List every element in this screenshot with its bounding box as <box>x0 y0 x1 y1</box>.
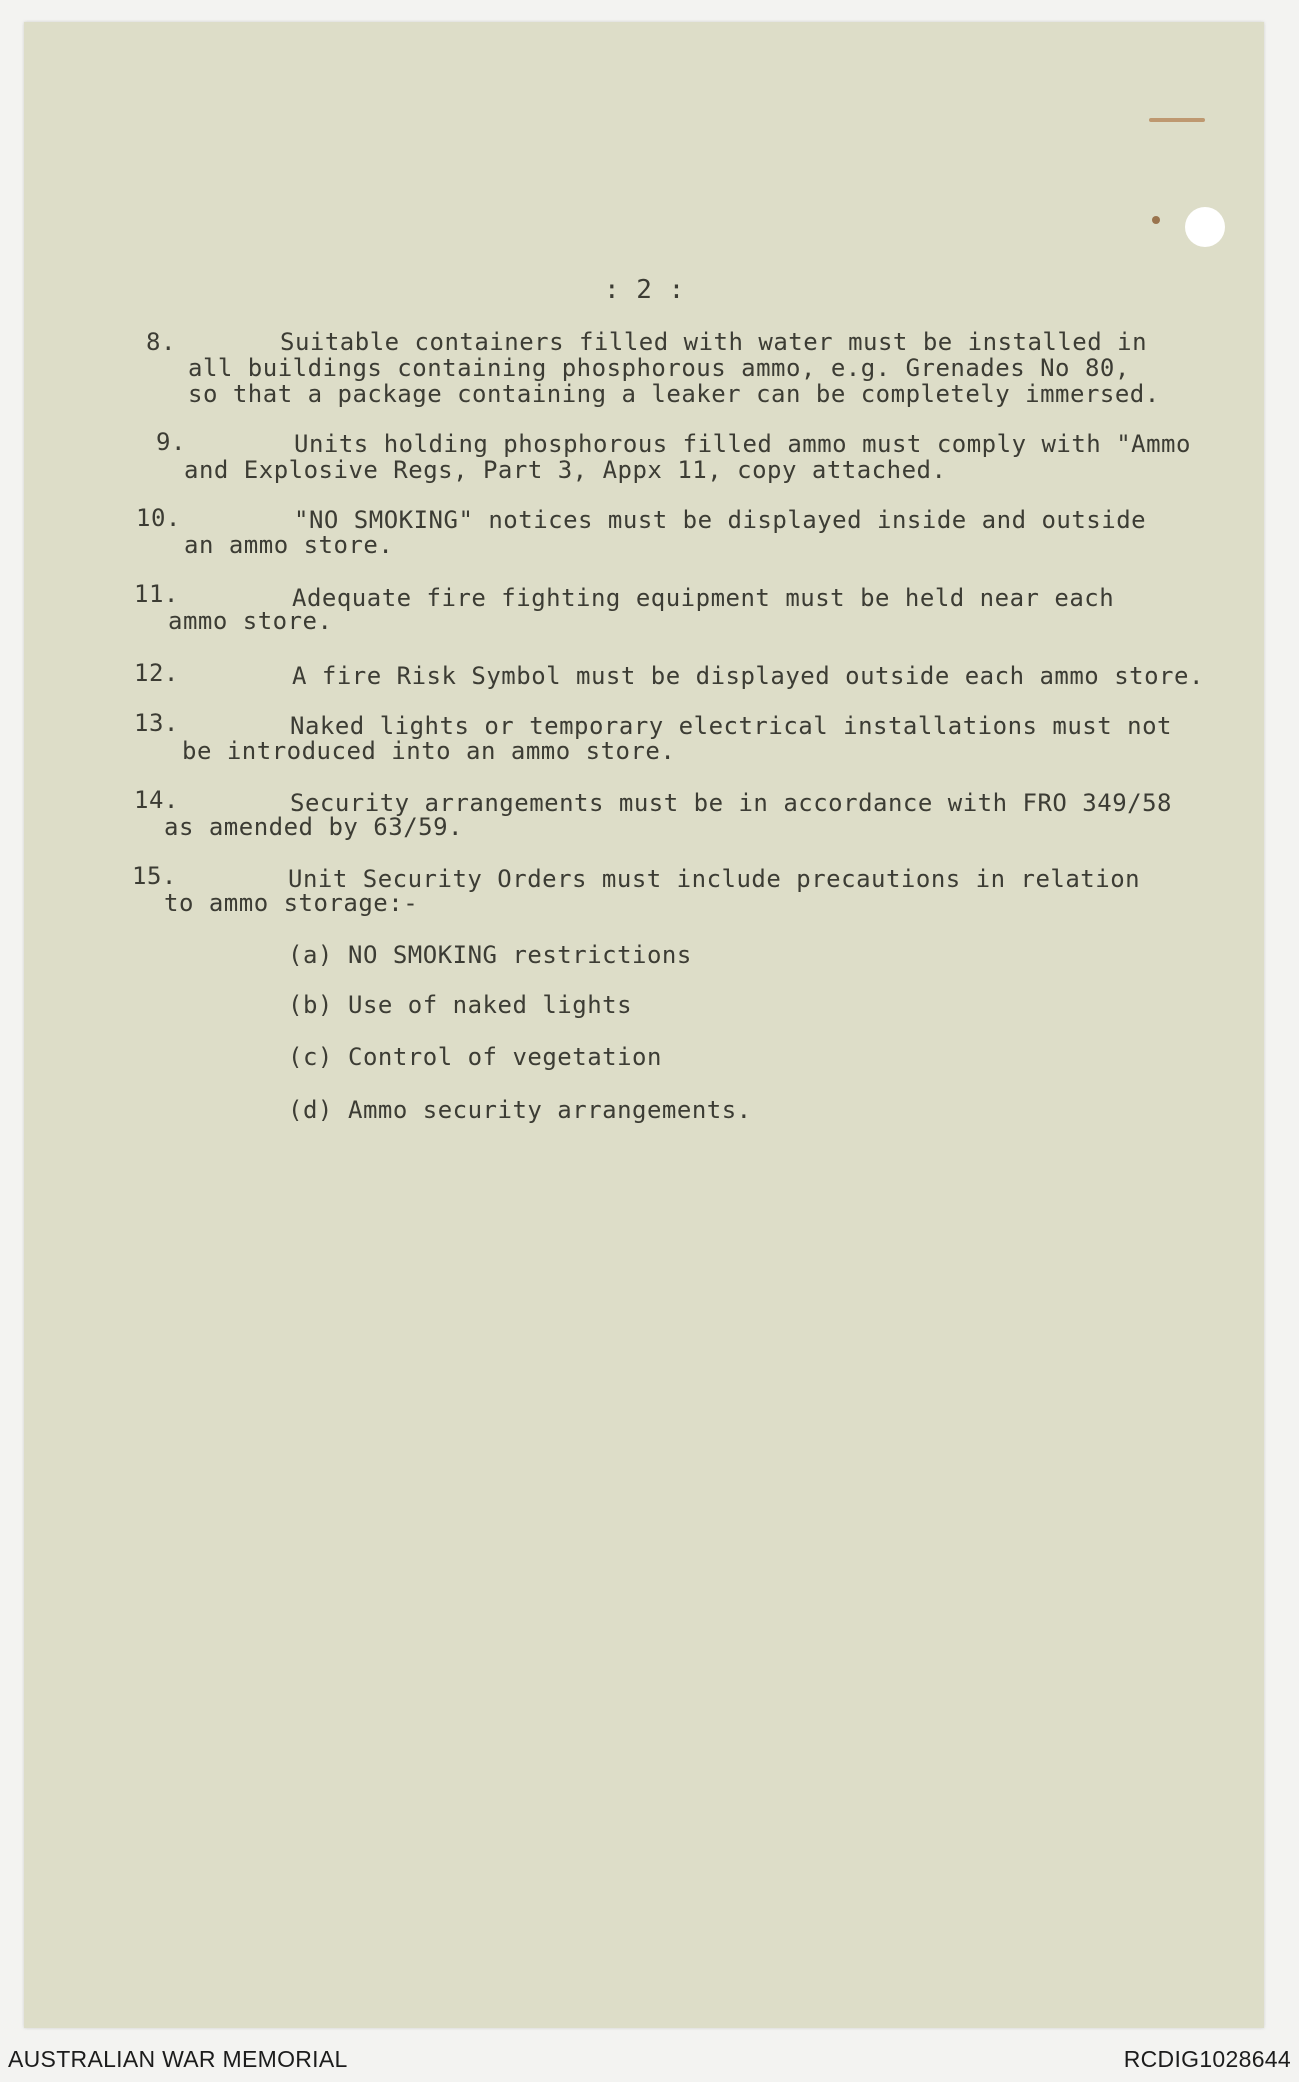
rust-stain <box>1149 118 1205 122</box>
paragraph-number: 10. <box>136 504 181 532</box>
sub-item <box>288 1043 662 1071</box>
paragraph-line: "NO SMOKING" notices must be displayed inside and outside <box>294 506 1147 534</box>
paragraph-line: ammo store. <box>168 607 333 635</box>
paragraph-line: be introduced into an ammo store. <box>182 737 676 765</box>
paragraph-number: 8. <box>146 328 176 356</box>
punch-hole <box>1185 207 1225 247</box>
paragraph-line: Unit Security Orders must include precautions in relation <box>288 865 1141 893</box>
archive-id: RCDIG1028644 <box>1123 2046 1291 2072</box>
paragraph-line: Units holding phosphorous filled ammo must comply with "Ammo <box>294 430 1191 458</box>
paragraph-line: A fire Risk Symbol must be displayed outside each ammo store. <box>292 662 1204 690</box>
sub-item <box>288 1096 752 1124</box>
paragraph-number: 9. <box>156 428 186 456</box>
sub-item-text: NO SMOKING restrictions <box>348 941 692 969</box>
paragraph-line: so that a package containing a leaker can be completely immersed. <box>188 380 1160 408</box>
paragraph-line: Adequate fire fighting equipment must be held near each <box>292 584 1115 612</box>
paragraph-line: Security arrangements must be in accordance with FRO 349/58 <box>290 789 1173 817</box>
sub-item <box>288 991 632 1019</box>
paragraph-line: an ammo store. <box>184 531 394 559</box>
paragraph-number: 14. <box>134 786 179 814</box>
paragraph-line: Suitable containers filled with water must be installed in <box>280 328 1148 356</box>
sub-item-text: Use of naked lights <box>348 991 633 1019</box>
paragraph-number: 11. <box>134 580 179 608</box>
paragraph-line: all buildings containing phosphorous ammo, e.g. Grenades No 80, <box>188 354 1130 382</box>
archive-credit: AUSTRALIAN WAR MEMORIAL <box>8 2046 348 2072</box>
paragraph-line: Naked lights or temporary electrical installations must not <box>290 712 1173 740</box>
sub-item <box>288 941 692 969</box>
document-page <box>24 22 1264 2028</box>
paragraph-line: and Explosive Regs, Part 3, Appx 11, copy attached. <box>184 456 947 484</box>
paragraph-number: 13. <box>134 709 179 737</box>
sub-item-label: (d) <box>288 1096 333 1124</box>
rust-spot <box>1152 216 1160 224</box>
sub-item-label: (b) <box>288 991 333 1019</box>
sub-item-text: Control of vegetation <box>348 1043 662 1071</box>
paragraph-number: 12. <box>134 659 179 687</box>
sub-item-text: Ammo security arrangements. <box>348 1096 752 1124</box>
paragraph-number: 15. <box>132 862 177 890</box>
sub-item-label: (a) <box>288 941 333 969</box>
sub-item-label: (c) <box>288 1043 333 1071</box>
page-number: : 2 : <box>604 275 685 305</box>
paragraph-line: as amended by 63/59. <box>164 813 463 841</box>
paragraph-line: to ammo storage:- <box>164 889 419 917</box>
